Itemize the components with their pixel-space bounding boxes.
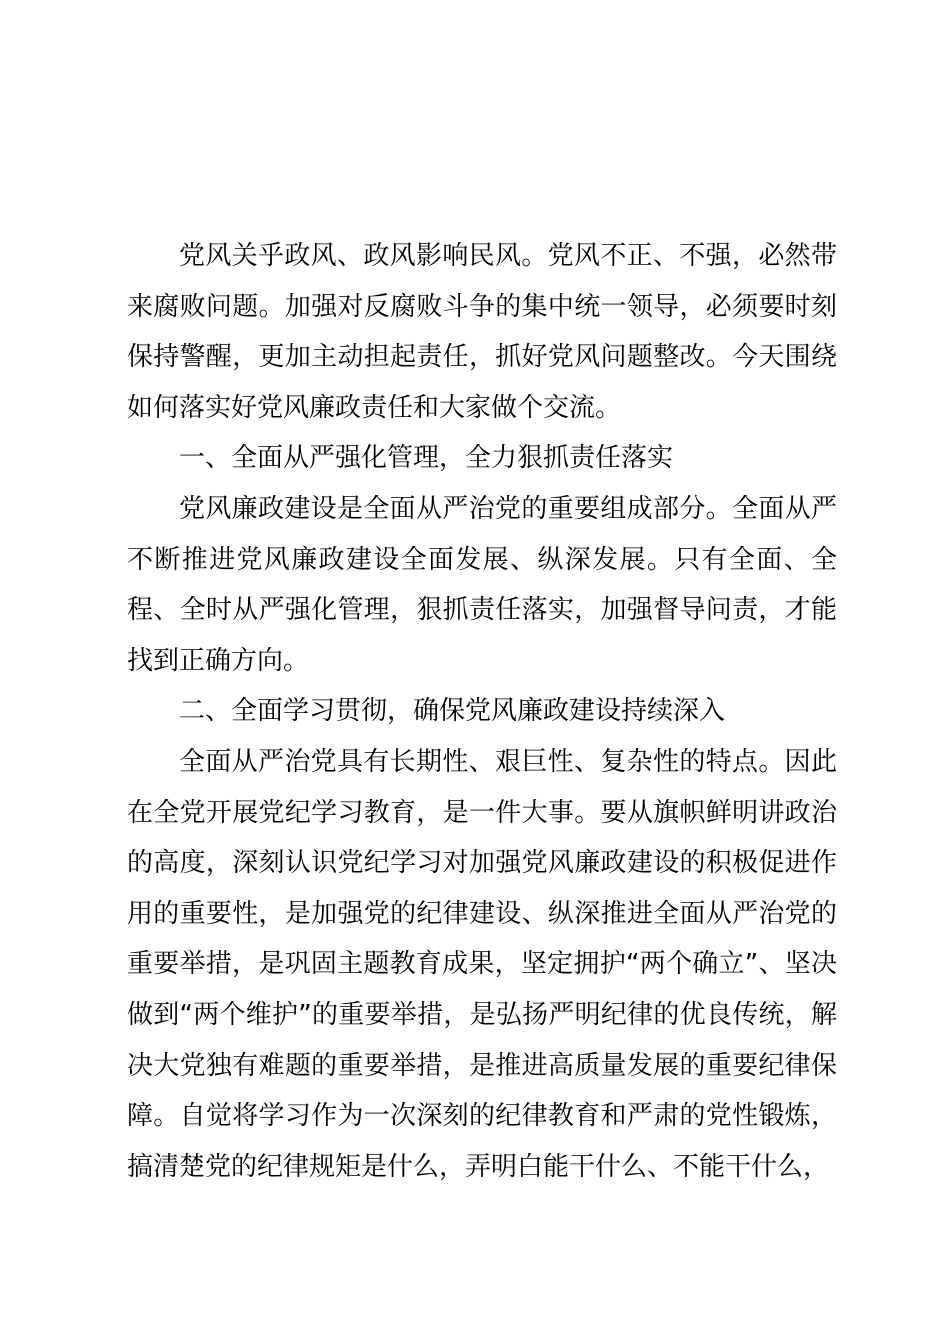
paragraph-section-1: 党风廉政建设是全面从严治党的重要组成部分。全面从严不断推进党风廉政建设全面发展、纵深发展。只有全面、全程、全时从严强化管理，狠抓责任落实，加强督导问责，才能找到正确方向。 bbox=[127, 493, 837, 676]
section-heading-2: 二、全面学习贯彻，确保党风廉政建设持续深入 bbox=[179, 696, 726, 727]
section-heading-1: 一、全面从严强化管理，全力狠抓责任落实 bbox=[179, 443, 674, 474]
paragraph-intro: 党风关乎政风、政风影响民风。党风不正、不强，必然带来腐败问题。加强对反腐败斗争的集中统一领导，必须要时刻保持警醒，更加主动担起责任，抓好党风问题整改。今天围绕如何落实好党风廉政责任和大家做个交流。 bbox=[127, 241, 837, 423]
paragraph-section-2: 全面从严治党具有长期性、艰巨性、复杂性的特点。因此在全党开展党纪学习教育，是一件大事。要从旗帜鲜明讲政治的高度，深刻认识党纪学习对加强党风廉政建设的积极促进作用的重要性，是加强党的纪律建设、纵深推进全面从严治党的重要举措，是巩固主题教育成果，坚定拥护“两个确立”、坚决做到“两个维护”的重要举措，是弘扬严明纪律的优良传统，解决大党独有难题的重要举措，是推进高质量发展的重要纪律保障。自觉将学习作为一次深刻的纪律教育和严肃的党性锻炼，搞清楚党的纪律规矩是什么，弄明白能干什么、不能干什么， bbox=[127, 746, 837, 1182]
document-body bbox=[127, 231, 837, 1192]
